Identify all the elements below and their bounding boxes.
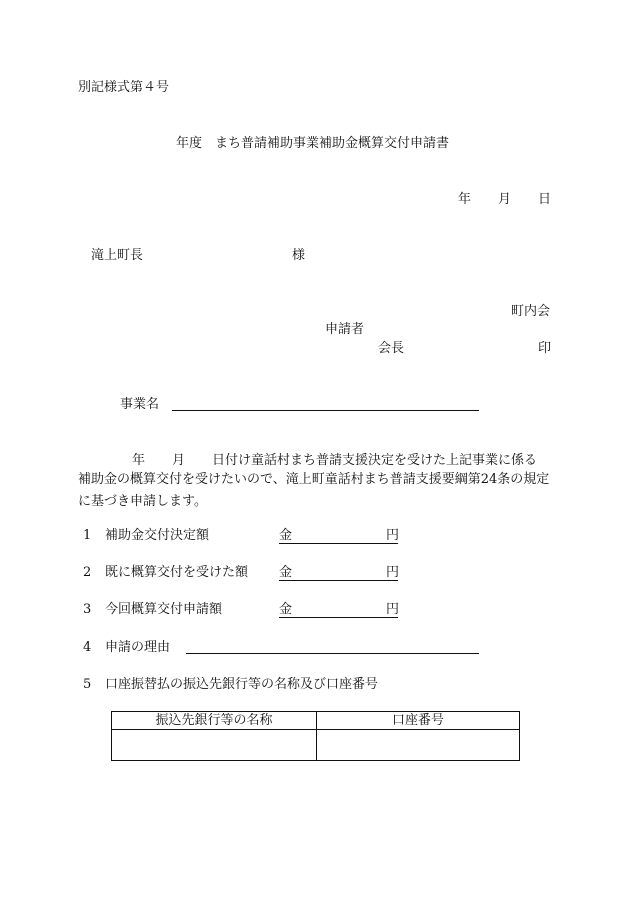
item-2-prefix: 金: [279, 565, 293, 580]
item-5-number: 5: [83, 677, 92, 692]
reason-field[interactable]: [186, 639, 479, 654]
body-text: 補助金の概算交付を受けたいので、滝上町童話村まち普請支援要綱第24条の規定に基づき申請します。: [78, 472, 550, 509]
item-2-number: 2: [83, 565, 92, 580]
item-1-prefix: 金: [279, 528, 293, 543]
account-number-cell[interactable]: [317, 730, 520, 761]
applicant-label: 申請者: [325, 322, 365, 337]
addressee-honorific: 様: [292, 248, 306, 263]
item-2-label: 既に概算交付を受けた額: [105, 565, 249, 580]
item-2-amount-field[interactable]: [279, 565, 398, 581]
item-4-label: 申請の理由: [105, 640, 171, 655]
item-4-number: 4: [83, 640, 92, 655]
date-month: 月: [498, 192, 512, 207]
project-name-field[interactable]: [172, 396, 479, 411]
bank-name-header: 振込先銀行等の名称: [112, 712, 317, 730]
item-3-unit: 円: [386, 602, 400, 617]
document-title: 年度 まち普請補助事業補助金概算交付申請書: [176, 136, 450, 151]
item-3-amount-field[interactable]: [279, 602, 398, 618]
body-month: 月: [172, 453, 186, 468]
item-3-number: 3: [83, 602, 92, 617]
bank-name-cell[interactable]: [112, 730, 317, 761]
item-1-number: 1: [83, 528, 92, 543]
body-text-line1: 日付け童話村まち普請支援決定を受けた上記事業に係る: [212, 453, 538, 468]
date-year: 年: [458, 192, 472, 207]
bank-account-table: [111, 711, 520, 761]
addressee-name: 滝上町長: [91, 248, 144, 263]
item-2-unit: 円: [386, 565, 400, 580]
body-year: 年: [132, 453, 146, 468]
applicant-role: 会長: [378, 341, 405, 356]
applicant-association: 町内会: [511, 304, 551, 319]
item-1-label: 補助金交付決定額: [105, 528, 210, 543]
item-5-label: 口座振替払の振込先銀行等の名称及び口座番号: [105, 677, 379, 692]
item-1-unit: 円: [386, 528, 400, 543]
form-number: 別記様式第４号: [78, 80, 170, 95]
project-label: 事業名: [120, 397, 160, 412]
item-1-amount-field[interactable]: [279, 528, 398, 544]
item-3-prefix: 金: [279, 602, 293, 617]
table-row: [112, 730, 520, 761]
account-number-header: 口座番号: [317, 712, 520, 730]
item-3-label: 今回概算交付申請額: [105, 602, 223, 617]
date-day: 日: [538, 192, 552, 207]
seal-mark: 印: [538, 341, 552, 356]
